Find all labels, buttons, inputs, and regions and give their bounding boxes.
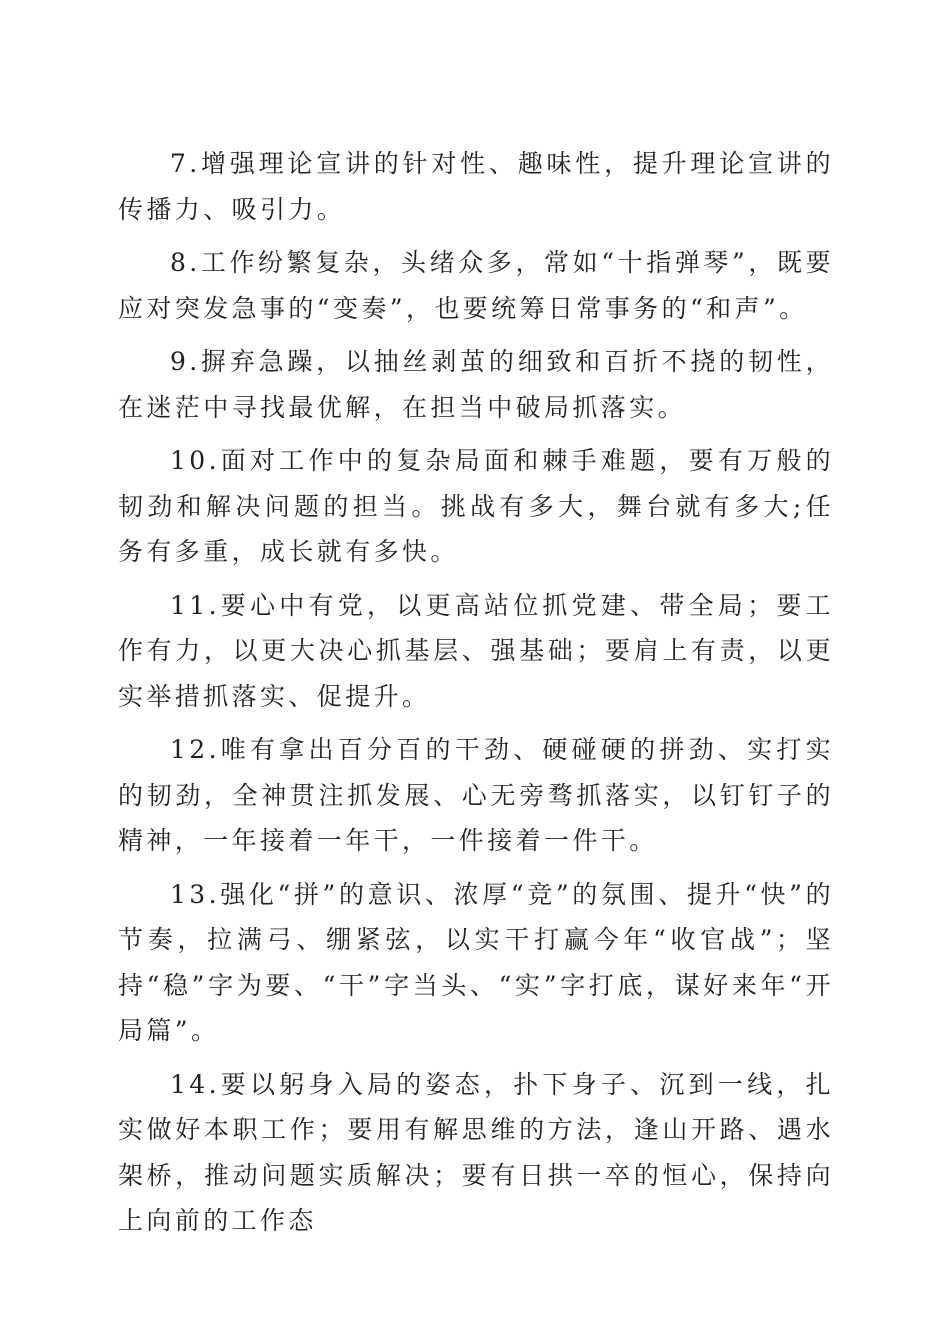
document-body [118,141,834,1252]
paragraph-13: 13.强化“拼”的意识、浓厚“竞”的氛围、提升“快”的节奏，拉满弓、绷紧弦，以实干打赢今年“收官战”；坚持“稳”字为要、“干”字当头、“实”字打底，谋好来年“开局篇”。 [118,879,834,1045]
paragraph-7: 7.增强理论宣讲的针对性、趣味性，提升理论宣讲的传播力、吸引力。 [118,149,834,224]
paragraph-9: 9.摒弃急躁，以抽丝剥茧的细致和百折不挠的韧性，在迷茫中寻找最优解，在担当中破局抓落实。 [118,347,834,422]
paragraph-8: 8.工作纷繁复杂，头绪众多，常如“十指弹琴”，既要应对突发急事的“变奏”，也要统筹日常事务的“和声”。 [118,248,834,323]
paragraph-11: 11.要心中有党，以更高站位抓党建、带全局；要工作有力，以更大决心抓基层、强基础；要肩上有责，以更实举措抓落实、促提升。 [118,590,834,711]
paragraph-12: 12.唯有拿出百分百的干劲、硬碰硬的拼劲、实打实的韧劲，全神贯注抓发展、心无旁骛抓落实，以钉钉子的精神，一年接着一年干，一件接着一件干。 [118,735,834,855]
paragraph-10: 10.面对工作中的复杂局面和棘手难题，要有万般的韧劲和解决问题的担当。挑战有多大，舞台就有多大;任务有多重，成长就有多快。 [118,446,834,566]
paragraph-14: 14.要以躬身入局的姿态，扑下身子、沉到一线，扎实做好本职工作；要用有解思维的方法，逢山开路、遇水架桥，推动问题实质解决；要有日拱一卒的恒心，保持向上向前的工作态 [118,1069,834,1235]
